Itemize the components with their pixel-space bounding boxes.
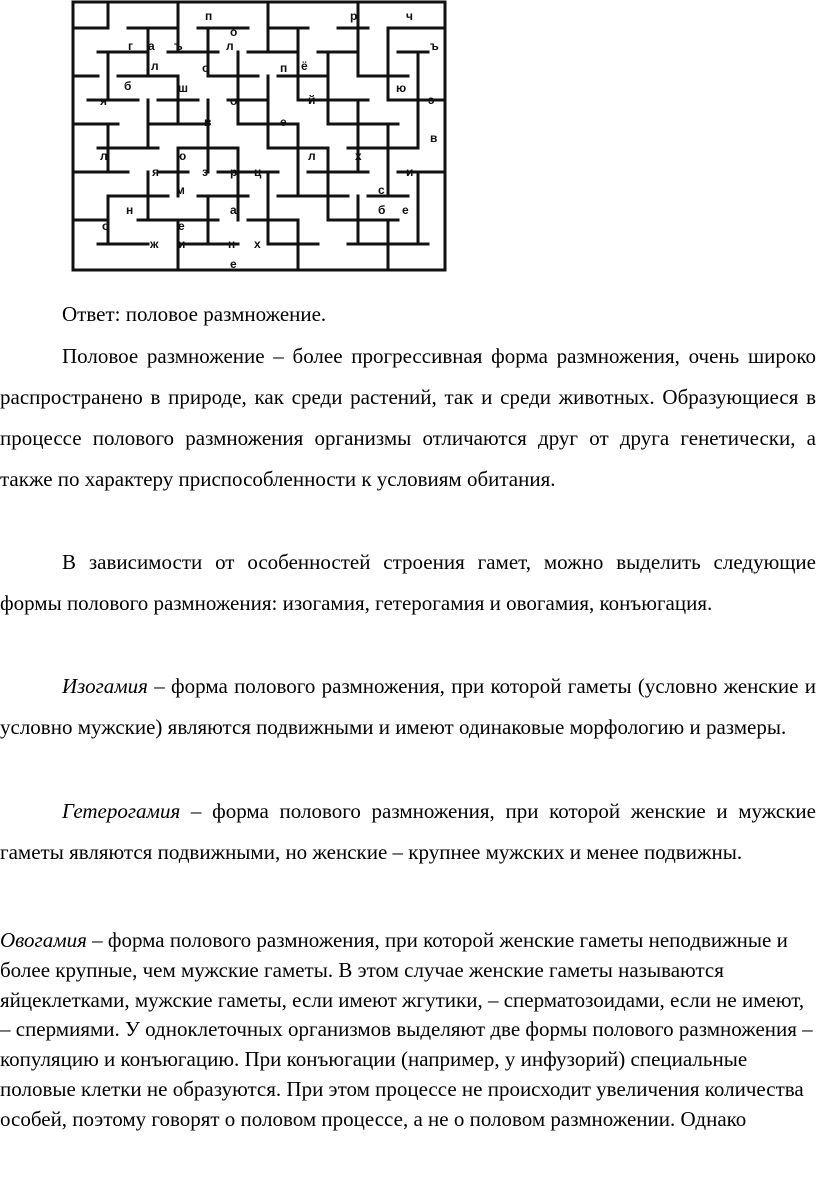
maze-letter: е [230, 257, 237, 271]
maze-letter: ц [254, 165, 262, 179]
maze-letter: н [126, 203, 134, 217]
maze-letter: л [308, 149, 316, 163]
maze-puzzle [68, 0, 450, 272]
maze-letter: ъ [430, 39, 439, 53]
maze-letter: е [178, 219, 185, 233]
term-isogamy: Изогамия [62, 674, 148, 698]
maze-letter: й [308, 93, 316, 107]
heterogamy-definition: – форма полового размножения, при которой женские и мужские гаметы являются подвижными, но женские – крупнее мужских и менее подвижны. [0, 799, 816, 864]
paragraph-heterogamy [0, 791, 816, 873]
maze-letter: о [102, 219, 110, 233]
term-oogamy: Овогамия [0, 928, 87, 952]
maze-letter: в [430, 131, 438, 145]
maze-letter: н [228, 237, 236, 251]
maze-letter: р [230, 165, 238, 179]
maze-letter: э [428, 93, 435, 107]
maze-letter: б [378, 203, 386, 217]
isogamy-definition: – форма полового размножения, при которой гаметы (условно женские и условно мужские) являются подвижными и имеют одинаковые морфологию и размеры. [0, 674, 816, 739]
term-heterogamy: Гетерогамия [62, 799, 181, 823]
maze-letter: и [406, 165, 414, 179]
maze-letter: р [350, 9, 358, 23]
maze-letter: в [204, 115, 212, 129]
maze-letter: л [100, 149, 108, 163]
maze-letter: о [202, 61, 210, 75]
paragraph-isogamy [0, 666, 816, 748]
maze-letter: а [230, 203, 237, 217]
maze-letter: е [402, 203, 409, 217]
paragraph-oogamy [0, 926, 816, 1135]
oogamy-definition: – форма полового размножения, при которой женские гаметы неподвижные и более крупные, чем мужские гаметы. В этом случае женские гаметы называются яйцеклетками, мужские гаметы, если имеют жгутики, – сперматозоидами, если не имеют, – спермиями. У одноклеточных организмов выделяют две формы полового размножения – копуляцию и конъюгацию. При конъюгации (например, у инфузорий) специальные половые клетки не образуются. При этом процессе не происходит увеличения количества особей, поэтому говорят о половом процессе, а не о половом размножении. Однако [0, 928, 813, 1131]
maze-letter: ё [301, 59, 308, 73]
maze-letter: л [226, 39, 234, 53]
maze-letter: я [152, 165, 160, 179]
maze-letter: ъ [174, 39, 183, 53]
maze-letter: ю [396, 81, 407, 95]
maze-letter: ч [406, 9, 413, 23]
maze-letter: п [205, 9, 213, 23]
maze-letter: б [124, 79, 132, 93]
maze-letter: и [178, 237, 186, 251]
maze-letter: г [128, 39, 133, 53]
maze-letter: ю [176, 149, 187, 163]
maze-letter: я [100, 94, 108, 108]
maze-letter: л [151, 59, 159, 73]
maze-letter: е [280, 115, 287, 129]
maze-letter: ж [150, 237, 159, 251]
maze-letter: с [378, 183, 385, 197]
maze-letter: м [176, 183, 185, 197]
maze-letter: п [280, 61, 288, 75]
maze-letter: о [230, 94, 238, 108]
maze-letter: ш [178, 81, 189, 95]
maze-letter: о [230, 25, 238, 39]
paragraph-gamete-forms: В зависимости от особенностей строения гамет, можно выделить следующие формы полового размножения: изогамия, гетерогамия и овогамия, конъюгация. [0, 550, 816, 615]
maze-letter: х [355, 149, 362, 163]
answer-line: Ответ: половое размножение. [62, 302, 327, 326]
paragraph-sexual-reproduction: Половое размножение – более прогрессивная форма размножения, очень широко распространено в природе, как среди растений, так и среди животных. Образующиеся в процессе полового размножения организмы отличаются друг от друга генетически, а также по характеру приспособленности к условиям обитания. [0, 344, 816, 491]
maze-letter: х [254, 237, 261, 251]
maze-letter: а [148, 39, 155, 53]
maze-letter: з [202, 165, 208, 179]
